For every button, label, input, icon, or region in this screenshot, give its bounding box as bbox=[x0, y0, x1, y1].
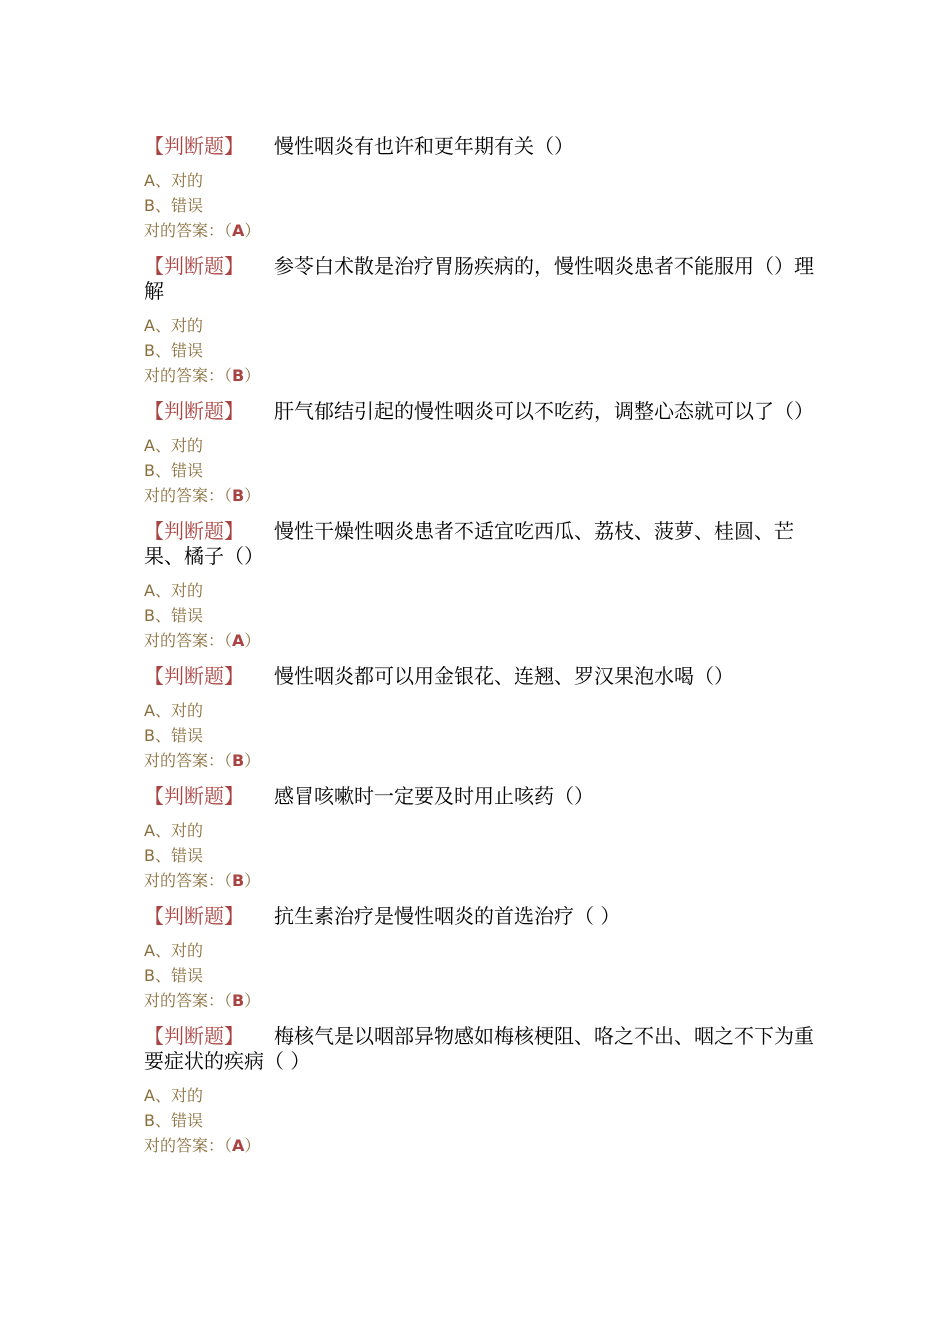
correct-answer: 对的答案：（B） bbox=[144, 871, 261, 890]
option-list bbox=[144, 433, 824, 508]
question-type-tag: 【判断题】 bbox=[144, 134, 244, 158]
question-type-tag: 【判断题】 bbox=[144, 904, 244, 928]
question-text: 抗生素治疗是慢性咽炎的首选治疗（ ） bbox=[274, 904, 621, 928]
option-a: A、对的 bbox=[144, 436, 203, 455]
option-a: A、对的 bbox=[144, 581, 203, 600]
answer-value: B bbox=[232, 871, 245, 890]
question-item bbox=[144, 784, 824, 893]
option-list bbox=[144, 698, 824, 773]
answer-value: A bbox=[232, 631, 245, 650]
question-type-tag: 【判断题】 bbox=[144, 399, 244, 423]
question-stem bbox=[144, 134, 824, 159]
question-item bbox=[144, 134, 824, 243]
option-b: B、错误 bbox=[144, 196, 203, 215]
question-type-tag: 【判断题】 bbox=[144, 1024, 244, 1048]
question-stem bbox=[144, 399, 824, 424]
question-type-tag: 【判断题】 bbox=[144, 784, 244, 808]
question-stem bbox=[144, 1024, 824, 1074]
option-b: B、错误 bbox=[144, 846, 203, 865]
answer-value: B bbox=[232, 486, 245, 505]
question-item bbox=[144, 1024, 824, 1158]
question-item bbox=[144, 254, 824, 388]
option-b: B、错误 bbox=[144, 966, 203, 985]
question-text: 梅核气是以咽部异物感如梅核梗阻、咯之不出、咽之不下为重要症状的疾病（ ） bbox=[144, 1024, 814, 1073]
option-a: A、对的 bbox=[144, 941, 203, 960]
question-text: 慢性咽炎有也许和更年期有关（） bbox=[274, 134, 574, 158]
option-list bbox=[144, 168, 824, 243]
question-type-tag: 【判断题】 bbox=[144, 254, 244, 278]
option-b: B、错误 bbox=[144, 1111, 203, 1130]
option-a: A、对的 bbox=[144, 701, 203, 720]
option-list bbox=[144, 1083, 824, 1158]
correct-answer: 对的答案：（B） bbox=[144, 751, 261, 770]
question-text: 慢性干燥性咽炎患者不适宜吃西瓜、荔枝、菠萝、桂圆、芒果、橘子（） bbox=[144, 519, 794, 568]
option-a: A、对的 bbox=[144, 171, 203, 190]
option-a: A、对的 bbox=[144, 821, 203, 840]
question-item bbox=[144, 664, 824, 773]
option-a: A、对的 bbox=[144, 1086, 203, 1105]
option-list bbox=[144, 818, 824, 893]
question-type-tag: 【判断题】 bbox=[144, 664, 244, 688]
option-b: B、错误 bbox=[144, 341, 203, 360]
question-type-tag: 【判断题】 bbox=[144, 519, 244, 543]
correct-answer: 对的答案：（A） bbox=[144, 631, 261, 650]
question-item bbox=[144, 399, 824, 508]
question-text: 参苓白术散是治疗胃肠疾病的，慢性咽炎患者不能服用（）理解 bbox=[144, 254, 814, 303]
correct-answer: 对的答案：（B） bbox=[144, 991, 261, 1010]
question-text: 肝气郁结引起的慢性咽炎可以不吃药，调整心态就可以了（） bbox=[274, 399, 814, 423]
question-text: 感冒咳嗽时一定要及时用止咳药（） bbox=[274, 784, 594, 808]
correct-answer: 对的答案：（B） bbox=[144, 366, 261, 385]
question-stem bbox=[144, 519, 824, 569]
question-stem bbox=[144, 784, 824, 809]
question-stem bbox=[144, 254, 824, 304]
question-item bbox=[144, 904, 824, 1013]
answer-value: A bbox=[232, 221, 245, 240]
option-b: B、错误 bbox=[144, 461, 203, 480]
question-list bbox=[144, 134, 824, 1169]
correct-answer: 对的答案：（A） bbox=[144, 221, 261, 240]
question-stem bbox=[144, 904, 824, 929]
option-list bbox=[144, 313, 824, 388]
answer-value: B bbox=[232, 751, 245, 770]
answer-value: A bbox=[232, 1136, 245, 1155]
answer-value: B bbox=[232, 991, 245, 1010]
option-list bbox=[144, 938, 824, 1013]
option-b: B、错误 bbox=[144, 726, 203, 745]
correct-answer: 对的答案：（A） bbox=[144, 1136, 261, 1155]
question-text: 慢性咽炎都可以用金银花、连翘、罗汉果泡水喝（） bbox=[274, 664, 734, 688]
option-b: B、错误 bbox=[144, 606, 203, 625]
correct-answer: 对的答案：（B） bbox=[144, 486, 261, 505]
option-a: A、对的 bbox=[144, 316, 203, 335]
answer-value: B bbox=[232, 366, 245, 385]
option-list bbox=[144, 578, 824, 653]
question-stem bbox=[144, 664, 824, 689]
question-item bbox=[144, 519, 824, 653]
